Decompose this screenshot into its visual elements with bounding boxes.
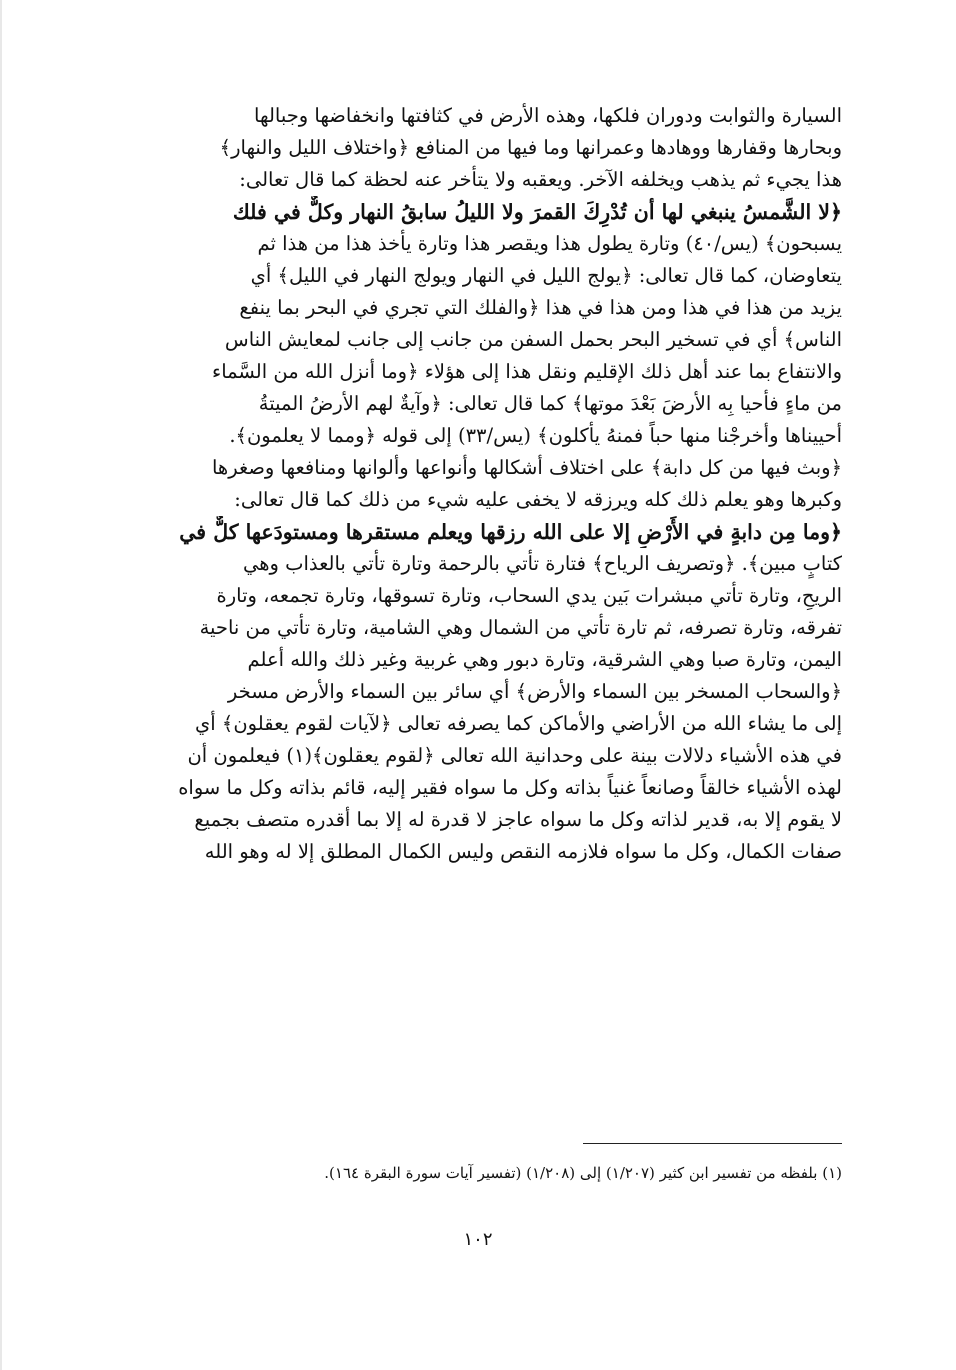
body-line: ﴿وما مِن دابةٍ في الأَرْضِ إلا على الله رزقها ويعلم مستقرها ومستودَعها كلٌّ في — [179, 520, 842, 544]
body-line: إلى ما يشاء الله من الأراضي والأماكن كما يصرفه تعالى ﴿لآيات لقوم يعقلون﴾ أي — [195, 712, 842, 735]
footnote-divider — [583, 1143, 842, 1144]
footnote: (١) بلفظه من تفسير ابن كثير (١/٢٠٧) إلى (١/٢٠٨) (تفسير آيات سورة البقرة ١٦٤). — [324, 1164, 842, 1182]
body-line: يتعاوضان، كما قال تعالى: ﴿يولج الليل في النهار ويولج النهار في الليل﴾ أي — [250, 264, 842, 287]
body-line: أحييناها وأخرجْنا منها حباً فمنهُ يأكلون﴾ (يس/٣٣) إلى قوله ﴿ومما لا يعلمون﴾. — [229, 424, 842, 447]
body-line: الناس﴾ أي في تسخير البحر بحمل السفن من جانب إلى جانب لمعايش الناس — [224, 328, 842, 351]
body-line: لا يقوم إلا به، قدير لذاته وكل ما سواه عاجز لا قدرة له إلا بما أقدره متصف بجميع — [194, 808, 842, 831]
scan-edge — [0, 0, 2, 1370]
body-line: الريحِ، وتارة تأتي مبشرات بَين يدي السحاب، وتارة تسوقها، وتارة تجمعه، وتارة — [216, 584, 842, 607]
body-line: يزيد من هذا في هذا ومن هذا في هذا ﴿والفلك التي تجري في البحر بما ينفع — [239, 296, 842, 319]
body-line: والانتفاع بما عند أهل ذلك الإقليم ونقل هذا إلى هؤلاء ﴿وما أنزل الله من السَّماء — [212, 360, 842, 383]
body-line: من ماءٍ فأحيا بِه الأرضَ بَعْدَ موتها﴾ كما قال تعالى: ﴿وآيةٌ لهم الأرضُ الميتةُ — [258, 392, 842, 415]
body-line: ﴿لا الشَّمسُ ينبغي لها أن تُدْرِكَ القمرَ ولا الليلُ سابقُ النهار وكلٌّ في فلك — [232, 200, 842, 224]
body-line: صفات الكمال، وكل ما سواه فلازمه النقص وليس الكمال المطلق إلا له وهو الله — [204, 840, 842, 863]
body-line: لهذه الأشياء خالقاً وصانعاً غنياً بذاته وكل ما سواه فقير إليه، قائم بذاته وكل ما سواه — [178, 776, 842, 799]
body-line: اليمن، وتارة صبا وهي الشرقية، وتارة دبور وهي غربية وغير ذلك والله أعلم — [247, 648, 842, 671]
body-line: كتابٍ مبين﴾. ﴿وتصريف الرياح﴾ فتارة تأتي بالرحمة وتارة تأتي بالعذاب وهي — [242, 552, 842, 575]
body-line: هذا يجيء ثم يذهب ويخلفه الآخر. ويعقبه ولا يتأخر عنه لحظة كما قال تعالى: — [239, 168, 842, 191]
body-line: السيارة والثوابت ودوران فلكها، وهذه الأرض في كثافتها وانخفاضها وجبالها — [254, 104, 842, 127]
page-number: ١٠٢ — [463, 1229, 493, 1250]
body-line: ﴿وبث فيها من كل دابة﴾ على اختلاف أشكالها وأنواعها وألوانها ومنافعها وصغرها — [211, 456, 842, 479]
body-line: يسبحون﴾ (يس/٤٠) وتارة يطول هذا ويقصر هذا وتارة يأخذ هذا من هذا ثم — [257, 232, 842, 255]
body-line: وكبرها وهو يعلم ذلك كله ويرزقه لا يخفى عليه شيء من ذلك كما قال تعالى: — [234, 488, 842, 511]
body-line: تفرقه، وتارة تصرفه، ثم تارة تأتي من الشمال وهي الشامية، وتارة تأتي من ناحية — [199, 616, 842, 639]
body-line: ﴿والسحاب المسخر بين السماء والأرض﴾ أي سائر بين السماء والأرض مسخر — [227, 680, 842, 703]
body-text — [128, 100, 842, 868]
body-line: في هذه الأشياء دلالات بينة على وحدانية الله تعالى ﴿لقوم يعقلون﴾(١) فيعلمون أن — [187, 744, 842, 767]
body-line: وبحارها وقفارها ووهادها وعمرانها وما فيها من المنافع ﴿واختلاف الليل والنهار﴾ — [219, 136, 842, 159]
